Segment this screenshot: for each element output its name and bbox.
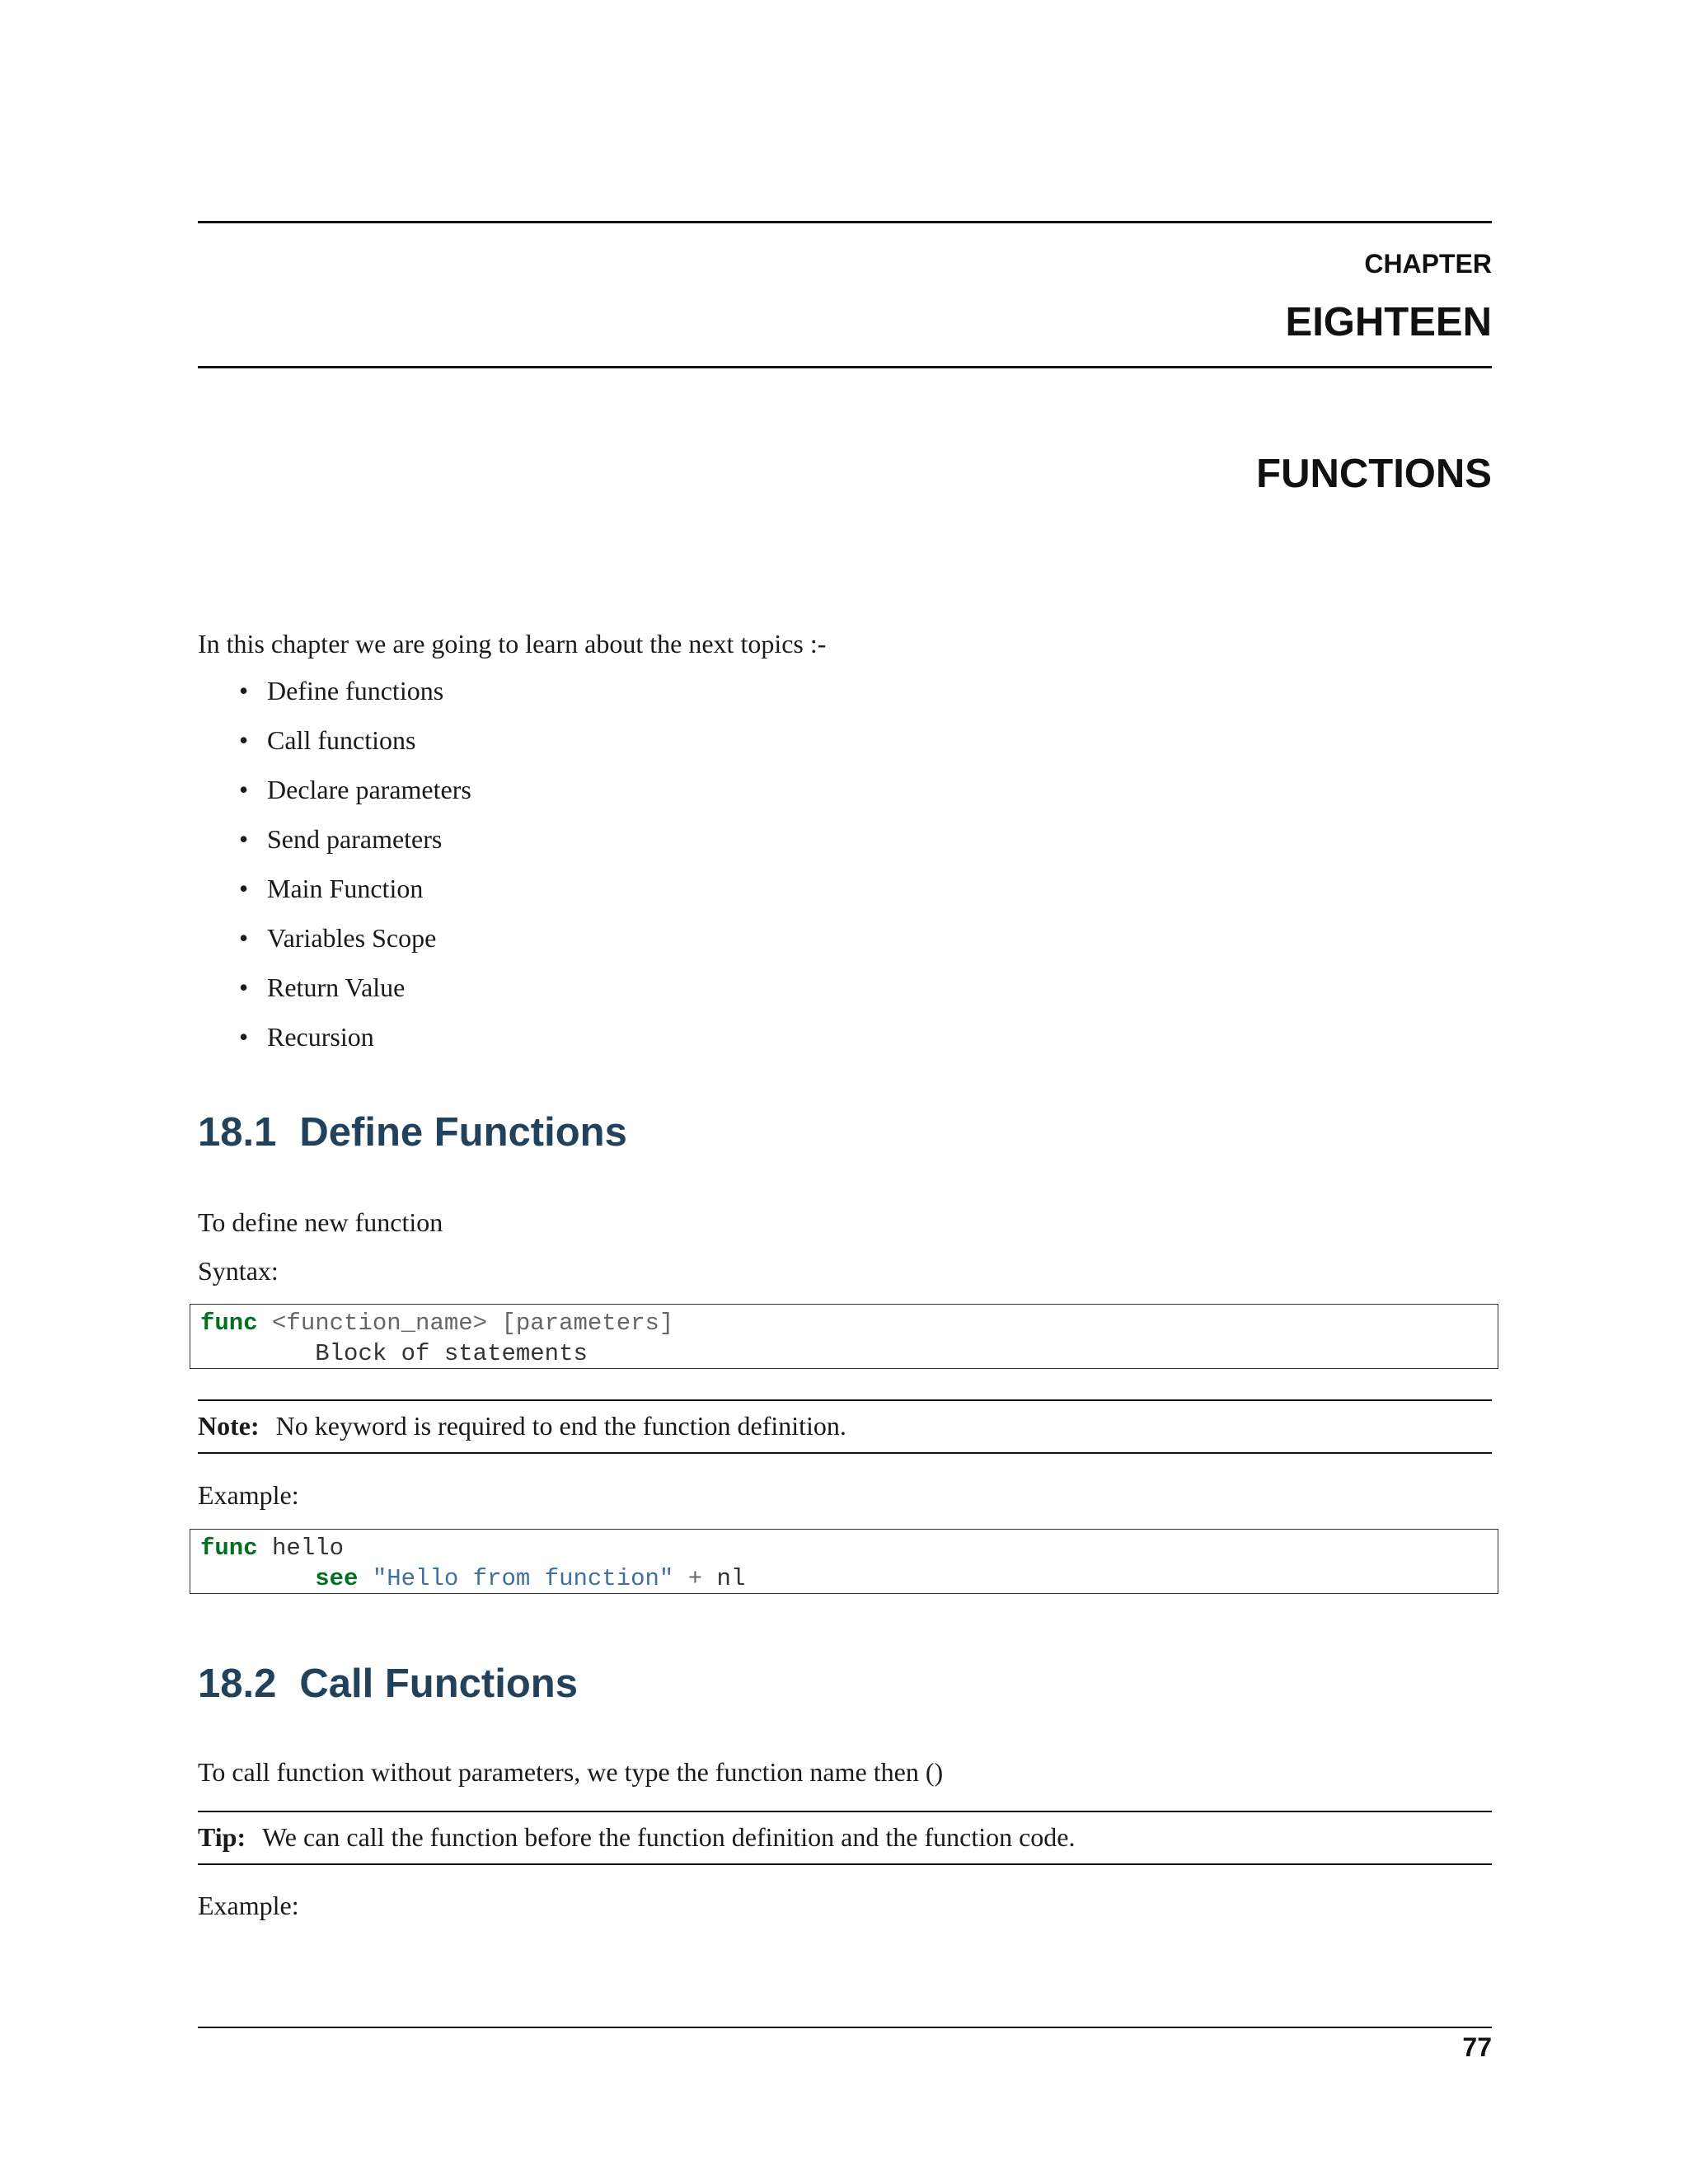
topic-label: Call functions bbox=[267, 725, 416, 755]
bullet-icon: • bbox=[239, 824, 249, 854]
topic-label: Variables Scope bbox=[267, 923, 437, 953]
topic-label: Declare parameters bbox=[267, 775, 471, 804]
code-keyword: func bbox=[200, 1535, 258, 1562]
chapter-label: CHAPTER bbox=[1364, 249, 1492, 279]
bullet-icon: • bbox=[239, 676, 249, 705]
code-body: Block of statements bbox=[315, 1340, 588, 1367]
code-keyword: func bbox=[200, 1310, 258, 1337]
list-item bbox=[237, 872, 471, 921]
list-item bbox=[237, 971, 471, 1020]
section-heading-define-functions bbox=[198, 1109, 627, 1155]
section-number: 18.1 bbox=[198, 1110, 277, 1155]
syntax-code-block bbox=[190, 1304, 1498, 1369]
chapter-title: FUNCTIONS bbox=[1256, 452, 1492, 496]
note-text: No keyword is required to end the function definition. bbox=[275, 1411, 846, 1441]
section-heading-call-functions bbox=[198, 1661, 578, 1707]
code-name-placeholder: <function_name> bbox=[272, 1310, 488, 1337]
list-item bbox=[237, 1020, 471, 1070]
section-title: Define Functions bbox=[299, 1110, 627, 1155]
tip-admonition bbox=[198, 1811, 1492, 1865]
example-label-2: Example: bbox=[198, 1891, 299, 1920]
list-item bbox=[237, 823, 471, 872]
code-function-name: hello bbox=[272, 1535, 345, 1562]
topic-label: Main Function bbox=[267, 874, 424, 903]
page-number: 77 bbox=[1462, 2032, 1492, 2062]
define-description: To define new function bbox=[198, 1207, 443, 1237]
bullet-icon: • bbox=[239, 775, 249, 804]
intro-paragraph: In this chapter we are going to learn about the next topics :- bbox=[198, 629, 827, 658]
bullet-icon: • bbox=[239, 923, 249, 953]
list-item bbox=[237, 921, 471, 971]
list-item bbox=[237, 773, 471, 823]
list-item bbox=[237, 674, 471, 724]
chapter-bottom-rule bbox=[198, 366, 1492, 368]
code-operator: + bbox=[687, 1565, 703, 1592]
section-number: 18.2 bbox=[198, 1661, 277, 1706]
bullet-icon: • bbox=[239, 972, 249, 1002]
note-admonition bbox=[198, 1399, 1492, 1454]
topic-label: Recursion bbox=[267, 1022, 374, 1052]
code-params-placeholder: [parameters] bbox=[501, 1310, 674, 1337]
syntax-label: Syntax: bbox=[198, 1256, 279, 1286]
chapter-number: EIGHTEEN bbox=[1285, 300, 1492, 344]
list-item bbox=[237, 724, 471, 773]
chapter-top-rule bbox=[198, 221, 1492, 223]
bullet-icon: • bbox=[239, 874, 249, 903]
code-string: "Hello from function" bbox=[372, 1565, 674, 1592]
code-nl: nl bbox=[716, 1565, 746, 1592]
example-code-block bbox=[190, 1529, 1498, 1594]
note-label: Note: bbox=[198, 1411, 260, 1441]
bullet-icon: • bbox=[239, 725, 249, 755]
bullet-icon: • bbox=[239, 1022, 249, 1052]
example-label: Example: bbox=[198, 1480, 299, 1510]
topic-label: Send parameters bbox=[267, 824, 443, 854]
topic-label: Define functions bbox=[267, 676, 444, 705]
tip-label: Tip: bbox=[198, 1822, 246, 1852]
call-description: To call function without parameters, we type the function name then () bbox=[198, 1757, 944, 1787]
footer-rule bbox=[198, 2027, 1492, 2028]
code-keyword: see bbox=[315, 1565, 359, 1592]
tip-text: We can call the function before the function definition and the function code. bbox=[262, 1822, 1076, 1852]
section-title: Call Functions bbox=[299, 1661, 578, 1706]
topic-label: Return Value bbox=[267, 972, 406, 1002]
topics-list bbox=[237, 674, 471, 1070]
